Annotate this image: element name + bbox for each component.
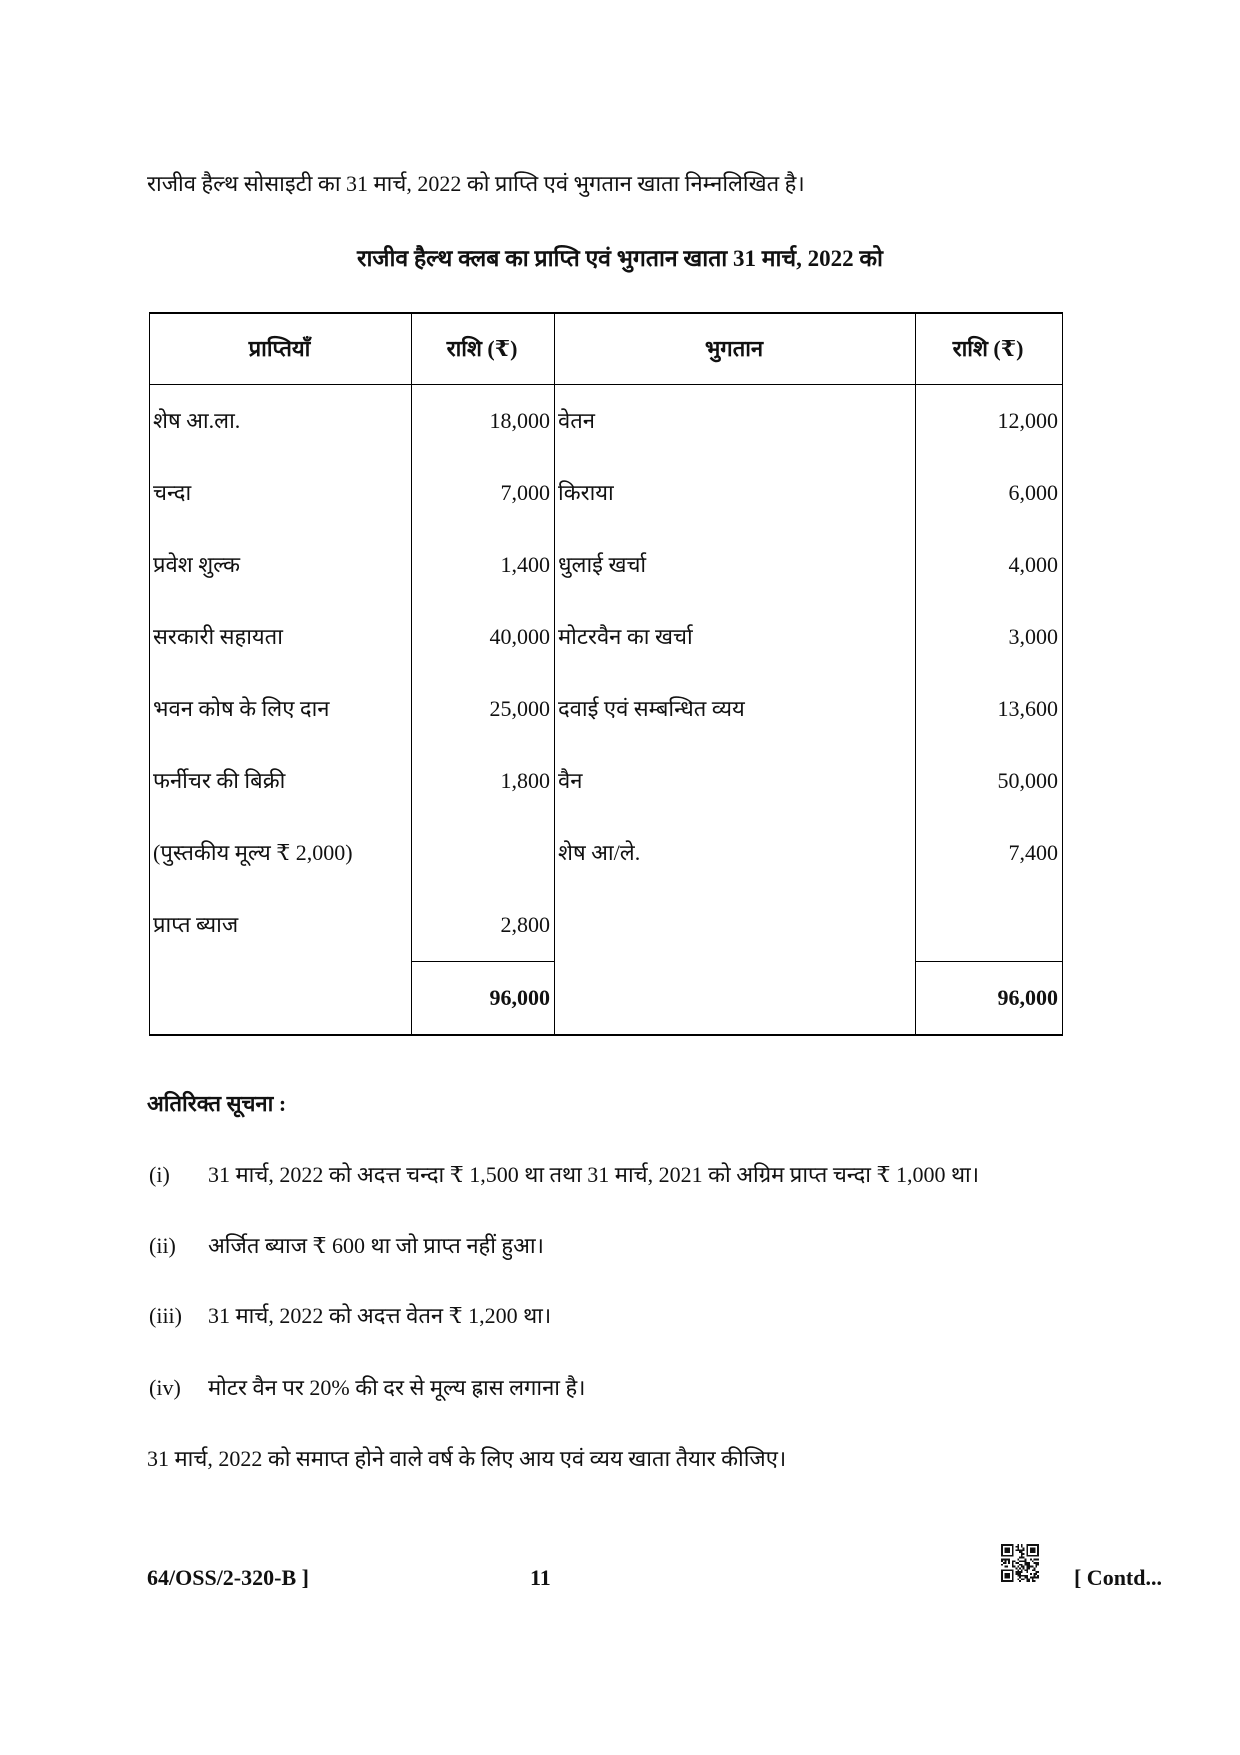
qr-module — [1015, 1568, 1017, 1570]
item-number: (iv) — [149, 1375, 181, 1400]
qr-module — [1025, 1558, 1027, 1560]
qr-module — [1030, 1566, 1032, 1568]
qr-module — [1021, 1566, 1023, 1568]
payment-label: मोटरवैन का खर्चा — [555, 601, 916, 673]
qr-module — [1035, 1562, 1037, 1564]
table-row — [150, 457, 1063, 529]
qr-module — [1014, 1566, 1016, 1568]
qr-module — [1035, 1558, 1037, 1560]
qr-module — [1021, 1551, 1023, 1553]
total-receipts: 96,000 — [412, 962, 555, 1036]
qr-module — [1001, 1560, 1003, 1562]
header-payments: भुगतान — [555, 313, 916, 385]
qr-module — [1025, 1569, 1027, 1571]
qr-module — [1005, 1573, 1010, 1578]
qr-module — [1003, 1562, 1005, 1564]
qr-module — [1015, 1562, 1017, 1564]
qr-module — [1023, 1548, 1025, 1550]
receipt-label: (पुस्तकीय मूल्य ₹ 2,000) — [150, 817, 412, 889]
instruction-text: 31 मार्च, 2022 को समाप्त होने वाले वर्ष के लिए आय एवं व्यय खाता तैयार कीजिए। — [147, 1446, 787, 1471]
additional-info-heading: अतिरिक्त सूचना : — [147, 1091, 287, 1116]
table-row — [150, 673, 1063, 745]
qr-module — [1034, 1577, 1036, 1579]
header-payments-amount: राशि (₹) — [916, 313, 1063, 385]
qr-module — [1017, 1549, 1019, 1551]
payment-amount: 4,000 — [916, 529, 1063, 601]
qr-module — [1021, 1578, 1023, 1580]
qr-module — [1030, 1577, 1032, 1579]
qr-module — [1035, 1577, 1037, 1579]
qr-module — [1008, 1558, 1010, 1560]
total-payments: 96,000 — [916, 962, 1063, 1036]
receipt-label: शेष आ.ला. — [150, 385, 412, 458]
receipt-label: प्रवेश शुल्क — [150, 529, 412, 601]
additional-info-item — [149, 1231, 1062, 1261]
qr-module — [1019, 1549, 1021, 1551]
qr-module — [1034, 1569, 1036, 1571]
qr-module — [1001, 1558, 1003, 1560]
qr-module — [1028, 1578, 1030, 1580]
qr-module — [1017, 1544, 1019, 1546]
qr-module — [1001, 1564, 1003, 1566]
item-text: मोटर वैन पर 20% की दर से मूल्य ह्रास लगाना है। — [208, 1375, 586, 1400]
qr-module — [1014, 1560, 1016, 1562]
qr-module — [1023, 1578, 1025, 1580]
qr-module — [1012, 1562, 1014, 1564]
item-number: (iii) — [149, 1303, 182, 1328]
qr-module — [1017, 1562, 1019, 1564]
qr-module — [1019, 1551, 1021, 1553]
payment-label: दवाई एवं सम्बन्धित व्यय — [555, 673, 916, 745]
qr-module — [1035, 1566, 1037, 1568]
table-total-row — [150, 962, 1063, 1036]
table-row — [150, 601, 1063, 673]
qr-code — [1001, 1544, 1039, 1582]
qr-module — [1021, 1544, 1023, 1546]
qr-module — [1005, 1560, 1007, 1562]
qr-module — [1023, 1568, 1025, 1570]
qr-module — [1032, 1577, 1034, 1579]
payment-amount: 12,000 — [916, 385, 1063, 458]
payment-label: वेतन — [555, 385, 916, 458]
payment-amount: 13,600 — [916, 673, 1063, 745]
receipt-label: प्राप्त ब्याज — [150, 889, 412, 962]
qr-module — [1012, 1560, 1014, 1562]
qr-module — [1034, 1573, 1036, 1575]
table-title: राजीव हैल्थ क्लब का प्राप्ति एवं भुगतान खाता 31 मार्च, 2022 को — [357, 246, 883, 271]
qr-module — [1012, 1566, 1014, 1568]
qr-module — [1023, 1566, 1025, 1568]
payment-amount-empty — [916, 889, 1063, 962]
qr-module — [1021, 1564, 1023, 1566]
qr-module — [1005, 1558, 1007, 1560]
qr-module — [1026, 1568, 1028, 1570]
qr-module — [1026, 1578, 1028, 1580]
qr-module — [1026, 1580, 1028, 1582]
qr-module — [1034, 1562, 1036, 1564]
qr-module — [1023, 1575, 1025, 1577]
qr-module — [1028, 1564, 1030, 1566]
total-payments-label-empty — [555, 962, 916, 1036]
qr-module — [1032, 1566, 1034, 1568]
qr-module — [1019, 1571, 1021, 1573]
qr-module — [1008, 1560, 1010, 1562]
continued-marker: [ Contd... — [1073, 1565, 1162, 1590]
table-row — [150, 745, 1063, 817]
qr-module — [1015, 1549, 1017, 1551]
qr-module — [1037, 1564, 1039, 1566]
qr-module — [1026, 1566, 1028, 1568]
table-row — [150, 889, 1063, 962]
qr-module — [1021, 1575, 1023, 1577]
qr-module — [1037, 1577, 1039, 1579]
qr-module — [1030, 1573, 1032, 1575]
qr-module — [1019, 1580, 1021, 1582]
additional-info-item — [149, 1373, 1062, 1403]
qr-module — [1015, 1571, 1017, 1573]
qr-module — [1017, 1546, 1019, 1548]
qr-module — [1017, 1566, 1019, 1568]
receipt-amount: 1,800 — [412, 745, 555, 817]
table-row — [150, 385, 1063, 458]
qr-module — [1030, 1558, 1032, 1560]
qr-module — [1023, 1549, 1025, 1551]
table-row — [150, 529, 1063, 601]
qr-module — [1030, 1548, 1035, 1553]
qr-module — [1017, 1548, 1019, 1550]
qr-module — [1019, 1577, 1021, 1579]
receipt-label: सरकारी सहायता — [150, 601, 412, 673]
qr-module — [1021, 1553, 1023, 1555]
additional-info-item — [149, 1160, 1062, 1190]
qr-module — [1019, 1560, 1021, 1562]
qr-module — [1023, 1560, 1025, 1562]
qr-module — [1008, 1562, 1010, 1564]
receipt-label: भवन कोष के लिए दान — [150, 673, 412, 745]
qr-module — [1017, 1573, 1019, 1575]
payment-label: किराया — [555, 457, 916, 529]
payment-amount: 7,400 — [916, 817, 1063, 889]
payment-amount: 50,000 — [916, 745, 1063, 817]
qr-module — [1034, 1575, 1036, 1577]
qr-module — [1028, 1568, 1030, 1570]
payment-amount: 3,000 — [916, 601, 1063, 673]
receipt-amount: 25,000 — [412, 673, 555, 745]
qr-module — [1035, 1573, 1037, 1575]
qr-module — [1006, 1566, 1008, 1568]
payment-label: धुलाई खर्चा — [555, 529, 916, 601]
qr-module — [1005, 1548, 1010, 1553]
receipt-amount: 7,000 — [412, 457, 555, 529]
qr-module — [1017, 1569, 1019, 1571]
qr-module — [1037, 1575, 1039, 1577]
qr-module — [1017, 1558, 1019, 1560]
item-number: (ii) — [149, 1233, 176, 1258]
qr-module — [1021, 1557, 1023, 1559]
total-receipts-label-empty — [150, 962, 412, 1036]
qr-module — [1019, 1557, 1021, 1559]
item-text: 31 मार्च, 2022 को अदत्त चन्दा ₹ 1,500 था तथा 31 मार्च, 2021 को अग्रिम प्राप्त चन्दा ₹ 1,000 था। — [208, 1162, 980, 1187]
qr-module — [1037, 1571, 1039, 1573]
receipt-amount: 40,000 — [412, 601, 555, 673]
qr-module — [1025, 1562, 1027, 1564]
intro-text: राजीव हैल्थ सोसाइटी का 31 मार्च, 2022 को प्राप्ति एवं भुगतान खाता निम्नलिखित है। — [147, 171, 805, 196]
qr-module — [1026, 1571, 1028, 1573]
additional-info-item — [149, 1301, 1062, 1331]
qr-module — [1006, 1558, 1008, 1560]
page-number: 11 — [530, 1565, 551, 1590]
qr-module — [1025, 1560, 1027, 1562]
qr-module — [1021, 1571, 1023, 1573]
qr-module — [1017, 1578, 1019, 1580]
qr-module — [1025, 1564, 1027, 1566]
receipt-amount: 2,800 — [412, 889, 555, 962]
qr-module — [1003, 1558, 1005, 1560]
qr-module — [1023, 1553, 1025, 1555]
qr-module — [1015, 1546, 1017, 1548]
payment-label: वैन — [555, 745, 916, 817]
qr-module — [1019, 1573, 1021, 1575]
qr-module — [1026, 1577, 1028, 1579]
qr-module — [1028, 1562, 1030, 1564]
payment-label: शेष आ/ले. — [555, 817, 916, 889]
qr-module — [1026, 1564, 1028, 1566]
qr-module — [1023, 1557, 1025, 1559]
qr-module — [1028, 1580, 1030, 1582]
qr-module — [1012, 1564, 1014, 1566]
qr-module — [1017, 1575, 1019, 1577]
item-number: (i) — [149, 1162, 170, 1187]
qr-module — [1017, 1571, 1019, 1573]
payment-amount: 6,000 — [916, 457, 1063, 529]
qr-module — [1028, 1566, 1030, 1568]
qr-module — [1034, 1558, 1036, 1560]
qr-module — [1021, 1555, 1023, 1557]
receipt-amount: 1,400 — [412, 529, 555, 601]
header-receipts: प्राप्तियाँ — [150, 313, 412, 385]
qr-module — [1021, 1549, 1023, 1551]
qr-module — [1019, 1568, 1021, 1570]
qr-module — [1032, 1580, 1034, 1582]
qr-module — [1021, 1569, 1023, 1571]
qr-module — [1026, 1569, 1028, 1571]
receipts-payments-account-table — [149, 312, 1063, 1036]
qr-module — [1026, 1562, 1028, 1564]
qr-module — [1032, 1560, 1034, 1562]
receipt-label: चन्दा — [150, 457, 412, 529]
qr-module — [1034, 1580, 1036, 1582]
qr-module — [1021, 1560, 1023, 1562]
qr-module — [1037, 1562, 1039, 1564]
item-text: अर्जित ब्याज ₹ 600 था जो प्राप्त नहीं हुआ। — [208, 1233, 544, 1258]
header-receipts-amount: राशि (₹) — [412, 313, 555, 385]
qr-module — [1015, 1573, 1017, 1575]
qr-module — [1025, 1577, 1027, 1579]
table-header-row — [150, 313, 1063, 385]
qr-module — [1005, 1562, 1007, 1564]
qr-module — [1019, 1575, 1021, 1577]
qr-module — [1021, 1546, 1023, 1548]
payment-label-empty — [555, 889, 916, 962]
item-text: 31 मार्च, 2022 को अदत्त वेतन ₹ 1,200 था। — [208, 1303, 552, 1328]
qr-module — [1005, 1566, 1007, 1568]
qr-module — [1032, 1569, 1034, 1571]
qr-module — [1019, 1564, 1021, 1566]
receipt-label: फर्नीचर की बिक्री — [150, 745, 412, 817]
table-row — [150, 817, 1063, 889]
qr-module — [1037, 1558, 1039, 1560]
qr-module — [1034, 1568, 1036, 1570]
receipt-amount: 18,000 — [412, 385, 555, 458]
paper-code: 64/OSS/2-320-B ] — [147, 1565, 309, 1590]
qr-module — [1035, 1571, 1037, 1573]
qr-module — [1035, 1564, 1037, 1566]
qr-module — [1025, 1575, 1027, 1577]
qr-module — [1032, 1578, 1034, 1580]
receipt-amount-empty — [412, 817, 555, 889]
qr-module — [1026, 1575, 1028, 1577]
